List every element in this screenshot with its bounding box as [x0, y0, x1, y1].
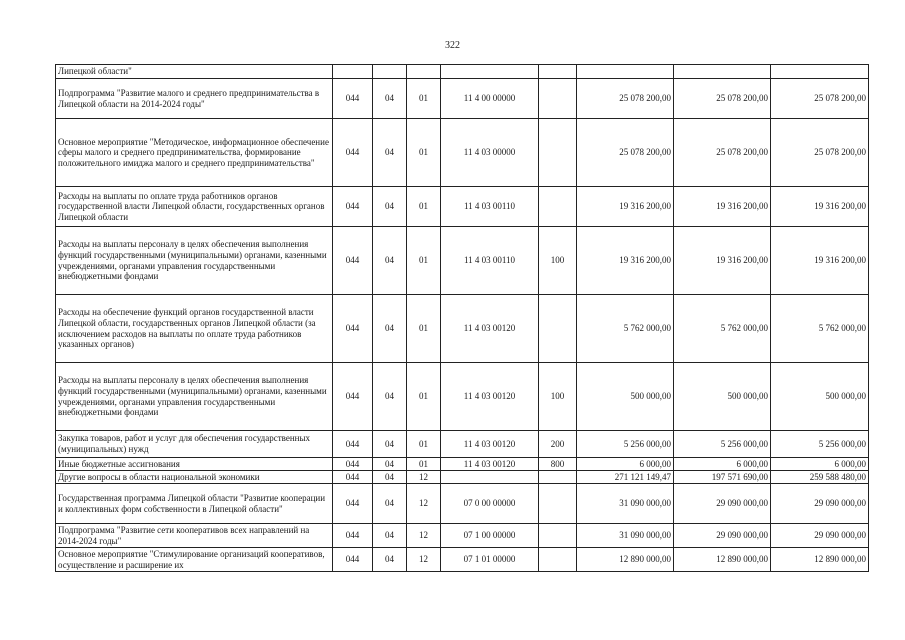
amount-year-1: 5 256 000,00 [577, 431, 674, 458]
section-code: 04 [373, 187, 407, 227]
amount-year-2: 197 571 690,00 [674, 471, 771, 484]
subsection-code: 01 [407, 119, 441, 187]
subsection-code: 12 [407, 471, 441, 484]
row-name: Расходы на выплаты персоналу в целях обеспечения выполнения функций государственными (муниципальными) органами, казенными учреждениями, органами управления государственными внебюджетными фондами [56, 227, 333, 295]
amount-year-2: 29 090 000,00 [674, 524, 771, 548]
amount-year-1: 5 762 000,00 [577, 295, 674, 363]
row-name: Основное мероприятие "Методическое, информационное обеспечение сферы малого и среднего предпринимательства, формирование положительного имиджа малого и среднего предпринимательства" [56, 119, 333, 187]
expense-type-code [539, 119, 577, 187]
table-row [56, 187, 869, 227]
section-code [373, 65, 407, 79]
expense-type-code [539, 65, 577, 79]
section-code: 04 [373, 119, 407, 187]
target-article-code [441, 471, 539, 484]
amount-year-3: 500 000,00 [771, 363, 869, 431]
subsection-code: 12 [407, 524, 441, 548]
expense-type-code: 100 [539, 227, 577, 295]
table-row [56, 227, 869, 295]
ministry-code: 044 [333, 187, 373, 227]
table-row [56, 119, 869, 187]
target-article-code: 07 1 00 00000 [441, 524, 539, 548]
section-code: 04 [373, 431, 407, 458]
amount-year-3: 5 762 000,00 [771, 295, 869, 363]
amount-year-3: 29 090 000,00 [771, 484, 869, 524]
amount-year-1: 12 890 000,00 [577, 548, 674, 572]
subsection-code: 01 [407, 79, 441, 119]
amount-year-1: 25 078 200,00 [577, 79, 674, 119]
section-code: 04 [373, 548, 407, 572]
amount-year-2: 500 000,00 [674, 363, 771, 431]
target-article-code: 11 4 03 00110 [441, 227, 539, 295]
table-row [56, 458, 869, 471]
row-name: Расходы на обеспечение функций органов государственной власти Липецкой области, государственных органов Липецкой области (за исключением расходов на выплаты по оплате труда работников указанных органов) [56, 295, 333, 363]
subsection-code: 01 [407, 363, 441, 431]
ministry-code: 044 [333, 119, 373, 187]
amount-year-2 [674, 65, 771, 79]
amount-year-2: 25 078 200,00 [674, 79, 771, 119]
ministry-code: 044 [333, 363, 373, 431]
subsection-code [407, 65, 441, 79]
amount-year-3: 19 316 200,00 [771, 227, 869, 295]
target-article-code: 11 4 03 00110 [441, 187, 539, 227]
section-code: 04 [373, 471, 407, 484]
expense-type-code [539, 524, 577, 548]
subsection-code: 01 [407, 187, 441, 227]
amount-year-1: 31 090 000,00 [577, 484, 674, 524]
subsection-code: 01 [407, 458, 441, 471]
ministry-code: 044 [333, 79, 373, 119]
amount-year-3: 25 078 200,00 [771, 79, 869, 119]
subsection-code: 01 [407, 227, 441, 295]
row-name: Подпрограмма "Развитие малого и среднего предпринимательства в Липецкой области на 2014-2024 годы" [56, 79, 333, 119]
ministry-code: 044 [333, 484, 373, 524]
amount-year-2: 5 762 000,00 [674, 295, 771, 363]
table-row [56, 548, 869, 572]
table-row [56, 471, 869, 484]
ministry-code: 044 [333, 524, 373, 548]
subsection-code: 01 [407, 431, 441, 458]
expense-type-code [539, 187, 577, 227]
row-name: Подпрограмма "Развитие сети кооперативов всех направлений на 2014-2024 годы" [56, 524, 333, 548]
ministry-code: 044 [333, 471, 373, 484]
amount-year-1: 19 316 200,00 [577, 227, 674, 295]
subsection-code: 12 [407, 548, 441, 572]
expense-type-code [539, 548, 577, 572]
amount-year-1: 25 078 200,00 [577, 119, 674, 187]
amount-year-3: 19 316 200,00 [771, 187, 869, 227]
table-row [56, 79, 869, 119]
table-row [56, 484, 869, 524]
section-code: 04 [373, 458, 407, 471]
target-article-code: 11 4 03 00120 [441, 295, 539, 363]
budget-table [55, 64, 869, 572]
expense-type-code [539, 484, 577, 524]
expense-type-code [539, 79, 577, 119]
amount-year-1: 271 121 149,47 [577, 471, 674, 484]
table-row [56, 65, 869, 79]
section-code: 04 [373, 524, 407, 548]
amount-year-2: 25 078 200,00 [674, 119, 771, 187]
ministry-code: 044 [333, 227, 373, 295]
ministry-code: 044 [333, 548, 373, 572]
amount-year-2: 19 316 200,00 [674, 227, 771, 295]
ministry-code [333, 65, 373, 79]
ministry-code: 044 [333, 431, 373, 458]
amount-year-2: 29 090 000,00 [674, 484, 771, 524]
target-article-code: 11 4 03 00120 [441, 363, 539, 431]
ministry-code: 044 [333, 458, 373, 471]
target-article-code [441, 65, 539, 79]
target-article-code: 11 4 00 00000 [441, 79, 539, 119]
amount-year-2: 6 000,00 [674, 458, 771, 471]
subsection-code: 01 [407, 295, 441, 363]
amount-year-1 [577, 65, 674, 79]
section-code: 04 [373, 363, 407, 431]
row-name: Расходы на выплаты по оплате труда работников органов государственной власти Липецкой области, государственных органов Липецкой области [56, 187, 333, 227]
section-code: 04 [373, 227, 407, 295]
amount-year-3: 12 890 000,00 [771, 548, 869, 572]
row-name: Другие вопросы в области национальной экономики [56, 471, 333, 484]
expense-type-code: 800 [539, 458, 577, 471]
expense-type-code [539, 471, 577, 484]
row-name: Иные бюджетные ассигнования [56, 458, 333, 471]
row-name: Липецкой области" [56, 65, 333, 79]
expense-type-code [539, 295, 577, 363]
page-number: 322 [445, 40, 460, 51]
section-code: 04 [373, 79, 407, 119]
row-name: Расходы на выплаты персоналу в целях обеспечения выполнения функций государственными (муниципальными) органами, казенными учреждениями, органами управления государственными внебюджетными фондами [56, 363, 333, 431]
amount-year-2: 19 316 200,00 [674, 187, 771, 227]
row-name: Закупка товаров, работ и услуг для обеспечения государственных (муниципальных) нужд [56, 431, 333, 458]
subsection-code: 12 [407, 484, 441, 524]
target-article-code: 11 4 03 00000 [441, 119, 539, 187]
target-article-code: 11 4 03 00120 [441, 431, 539, 458]
amount-year-3: 25 078 200,00 [771, 119, 869, 187]
ministry-code: 044 [333, 295, 373, 363]
table-row [56, 295, 869, 363]
amount-year-1: 500 000,00 [577, 363, 674, 431]
amount-year-1: 31 090 000,00 [577, 524, 674, 548]
amount-year-1: 19 316 200,00 [577, 187, 674, 227]
amount-year-2: 12 890 000,00 [674, 548, 771, 572]
table-row [56, 524, 869, 548]
table-row [56, 363, 869, 431]
target-article-code: 07 0 00 00000 [441, 484, 539, 524]
amount-year-3: 6 000,00 [771, 458, 869, 471]
amount-year-3: 29 090 000,00 [771, 524, 869, 548]
row-name: Государственная программа Липецкой области "Развитие кооперации и коллективных форм собственности в Липецкой области" [56, 484, 333, 524]
expense-type-code: 100 [539, 363, 577, 431]
amount-year-1: 6 000,00 [577, 458, 674, 471]
amount-year-3 [771, 65, 869, 79]
section-code: 04 [373, 295, 407, 363]
amount-year-3: 259 588 480,00 [771, 471, 869, 484]
amount-year-2: 5 256 000,00 [674, 431, 771, 458]
target-article-code: 07 1 01 00000 [441, 548, 539, 572]
target-article-code: 11 4 03 00120 [441, 458, 539, 471]
row-name: Основное мероприятие "Стимулирование организаций кооперативов, осуществление и расширение их [56, 548, 333, 572]
expense-type-code: 200 [539, 431, 577, 458]
amount-year-3: 5 256 000,00 [771, 431, 869, 458]
section-code: 04 [373, 484, 407, 524]
table-row [56, 431, 869, 458]
